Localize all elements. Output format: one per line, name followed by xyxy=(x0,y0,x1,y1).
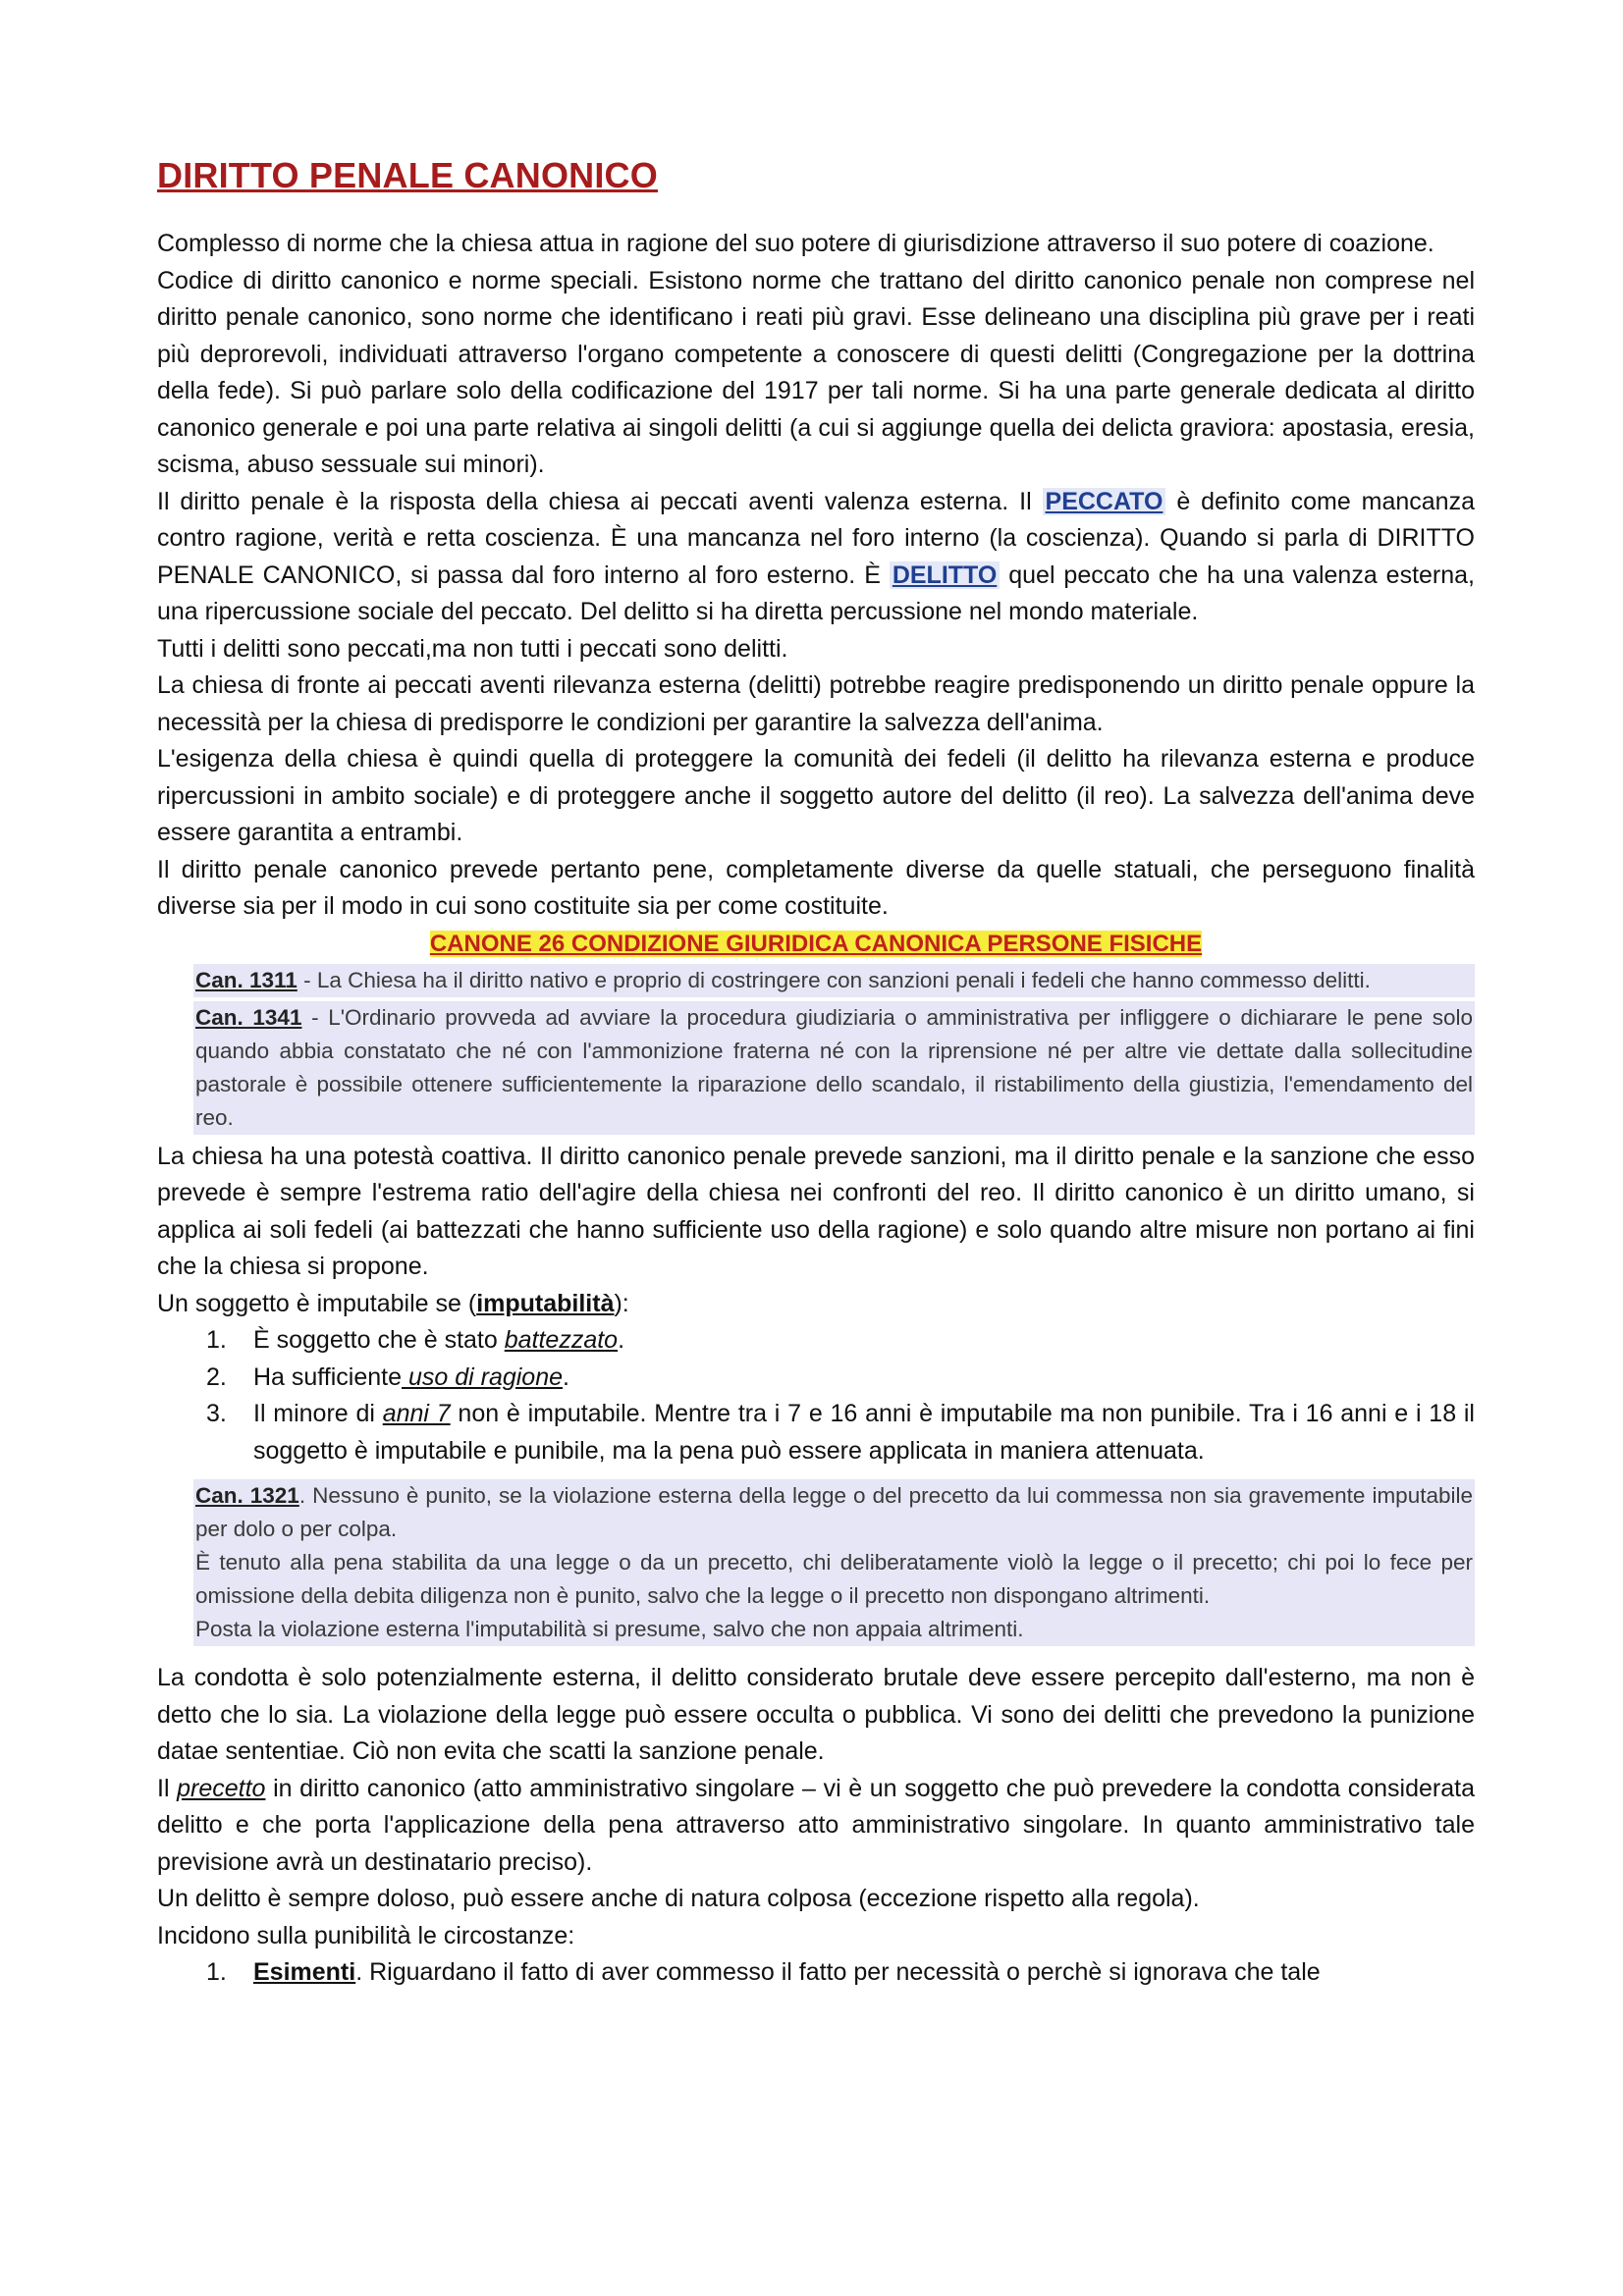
list-item xyxy=(206,1322,1475,1360)
paragraph-codice: Codice di diritto canonico e norme speciali. Esistono norme che trattano del diritto canonico penale non comprese nel diritto penale canonico, sono norme che identificano i reati più gravi. Esse delineano una disciplina più grave per i reati più deprorevoli, individuati attraverso l'organo competente a conoscere di questi delitti (Congregazione per la dottrina della fede). Si può parlare solo della codificazione del 1917 per tali norme. Si ha una parte generale dedicata al diritto canonico generale e poi una parte relativa ai singoli delitti (a cui si aggiunge quella dei delicta graviora: apostasia, eresia, scisma, abuso sessuale sui minori). xyxy=(157,266,1475,478)
keyword-esimenti: Esimenti xyxy=(253,1958,356,1986)
page-title: DIRITTO PENALE CANONICO xyxy=(157,155,658,195)
list-number: 1. xyxy=(206,1958,227,1986)
text-segment: in diritto canonico (atto amministrativo singolare – vi è un soggetto che può prevedere la condotta considerata delitto e che porta l'applicazione della pena attraverso atto amministrativo singolare. In quanto amministrativo tale previsione avrà un destinatario preciso). xyxy=(157,1774,1476,1876)
text-segment: Il diritto penale è la risposta della chiesa ai peccati aventi valenza esterna. Il xyxy=(157,487,1043,515)
emphasis: uso di ragione xyxy=(402,1362,564,1391)
quote-can-1321 xyxy=(193,1479,1475,1646)
paragraph-imputabile-intro xyxy=(157,1286,1475,1323)
document-page xyxy=(157,155,1475,1992)
canon-ref: Can. 1341 xyxy=(195,1004,302,1030)
list-item xyxy=(206,1396,1475,1469)
canon-text: - L'Ordinario provveda ad avviare la procedura giudiziaria o amministrativa per infliggere o dichiarare le pene solo quando abbia constatato che né con l'ammonizione fraterna né con la riprensione né per altre vie dettate dalla sollecitudine pastorale è possibile ottenere sufficientemente la riparazione dello scandalo, il ristabilimento della giustizia, l'emendamento del reo. xyxy=(195,1004,1474,1130)
quote-can-1311 xyxy=(193,964,1475,997)
paragraph-rilevanza-esterna: La chiesa di fronte ai peccati aventi rilevanza esterna (delitti) potrebbe reagire predisponendo un diritto penale oppure la necessità per la chiesa di predisporre le condizioni per garantire la salvezza dell'anima. xyxy=(157,671,1475,736)
paragraph-condotta: La condotta è solo potenzialmente esterna, il delitto considerato brutale deve essere percepito dall'esterno, ma non è detto che lo sia. La violazione della legge può essere occulta o pubblica. Vi sono dei delitti che prevedono la punizione datae sententiae. Ciò non evita che scatti la sanzione penale. xyxy=(157,1664,1475,1765)
paragraph-potesta-coattiva: La chiesa ha una potestà coattiva. Il diritto canonico penale prevede sanzioni, ma il diritto penale e la sanzione che esso prevede è sempre l'estrema ratio dell'agire della chiesa nei confronti del reo. Il diritto canonico è un diritto umano, si applica ai soli fedeli (ai battezzati che hanno sufficiente uso della ragione) e solo quando altre misure non portano ai fini che la chiesa si propone. xyxy=(157,1142,1475,1280)
canon-text: - La Chiesa ha il diritto nativo e proprio di costringere con sanzioni penali i fedeli che hanno commesso delitti. xyxy=(297,967,1371,992)
text-segment: Ha sufficiente xyxy=(253,1362,403,1391)
quote-can-1341 xyxy=(193,1001,1475,1135)
quote-line: Posta la violazione esterna l'imputabilità si presume, salvo che non appaia altrimenti. xyxy=(195,1617,1024,1641)
text-segment: È soggetto che è stato xyxy=(253,1326,505,1354)
list-item xyxy=(206,1954,1475,1992)
text-segment: Il xyxy=(157,1774,178,1802)
text-segment: quel peccato che ha una valenza esterna, una ripercussione sociale del peccato. Del delitto si ha diretta percussione nel mondo materiale. xyxy=(157,561,1475,625)
text-segment: non è imputabile. Mentre tra i 7 e 16 anni è imputabile ma non punibile. Tra i 16 anni e i 18 il soggetto è imputabile e punibile, ma la pena può essere applicata in maniera attenuata. xyxy=(253,1400,1475,1465)
paragraph-doloso: Un delitto è sempre doloso, può essere anche di natura colposa (eccezione rispetto alla regola). xyxy=(157,1885,1200,1912)
emphasis: anni 7 xyxy=(382,1400,451,1427)
list-number: 2. xyxy=(206,1362,227,1391)
text-segment: Un soggetto è imputabile se ( xyxy=(157,1289,477,1317)
paragraph-peccato-delitto xyxy=(157,484,1475,631)
emphasis: battezzato xyxy=(504,1326,619,1354)
circumstances-list xyxy=(157,1954,1475,1992)
list-item xyxy=(206,1360,1475,1397)
quote-line xyxy=(195,1479,1473,1546)
quote-line: È tenuto alla pena stabilita da una legge o da un precetto, chi deliberatamente violò la legge o il precetto; chi poi lo fece per omissione della debita diligenza non è punito, salvo che la legge o il precetto non dispongano altrimenti. xyxy=(195,1550,1473,1608)
text-segment: . Riguardano il fatto di aver commesso il fatto per necessità o perchè si ignorava che tale xyxy=(355,1958,1321,1986)
text-segment: è definito come mancanza contro ragione, verità e retta coscienza. È una mancanza nel foro interno (la coscienza). Quando si parla di DIRITTO PENALE CANONICO, si passa dal foro interno al foro esterno. È xyxy=(157,487,1475,589)
text-segment: Il minore di xyxy=(253,1400,383,1427)
canon-heading xyxy=(157,928,1475,960)
text-segment: ): xyxy=(614,1289,629,1317)
keyword-delitto: DELITTO xyxy=(890,561,1000,589)
emphasis: precetto xyxy=(177,1774,266,1802)
imputability-list xyxy=(157,1322,1475,1469)
paragraph-definition: Complesso di norme che la chiesa attua in ragione del suo potere di giurisdizione attraverso il suo potere di coazione. xyxy=(157,230,1434,257)
text-segment: . xyxy=(618,1326,625,1354)
paragraph-precetto xyxy=(157,1771,1475,1882)
paragraph-delitti-peccati: Tutti i delitti sono peccati,ma non tutti i peccati sono delitti. xyxy=(157,634,788,663)
keyword-imputabilita: imputabilità xyxy=(476,1289,615,1317)
canon-heading-text: CANONE 26 CONDIZIONE GIURIDICA CANONICA PERSONE FISICHE xyxy=(429,930,1203,957)
list-number: 1. xyxy=(206,1326,227,1354)
keyword-peccato: PECCATO xyxy=(1043,488,1166,515)
list-number: 3. xyxy=(206,1400,227,1427)
text-segment: . xyxy=(563,1362,569,1391)
canon-ref: Can. 1311 xyxy=(195,967,298,992)
canon-ref: Can. 1321 xyxy=(195,1483,299,1508)
canon-text: . Nessuno è punito, se la violazione esterna della legge o del precetto da lui commessa non sia gravemente imputabile per dolo o per colpa. xyxy=(195,1483,1474,1541)
paragraph-pene: Il diritto penale canonico prevede pertanto pene, completamente diverse da quelle statuali, che perseguono finalità diverse sia per il modo in cui sono costituite sia per come costituite. xyxy=(157,855,1475,920)
paragraph-circostanze: Incidono sulla punibilità le circostanze: xyxy=(157,1921,575,1949)
paragraph-esigenza: L'esigenza della chiesa è quindi quella di proteggere la comunità dei fedeli (il delitto ha rilevanza esterna e produce ripercussioni in ambito sociale) e di proteggere anche il soggetto autore del delitto (il reo). La salvezza dell'anima deve essere garantita a entrambi. xyxy=(157,745,1475,846)
